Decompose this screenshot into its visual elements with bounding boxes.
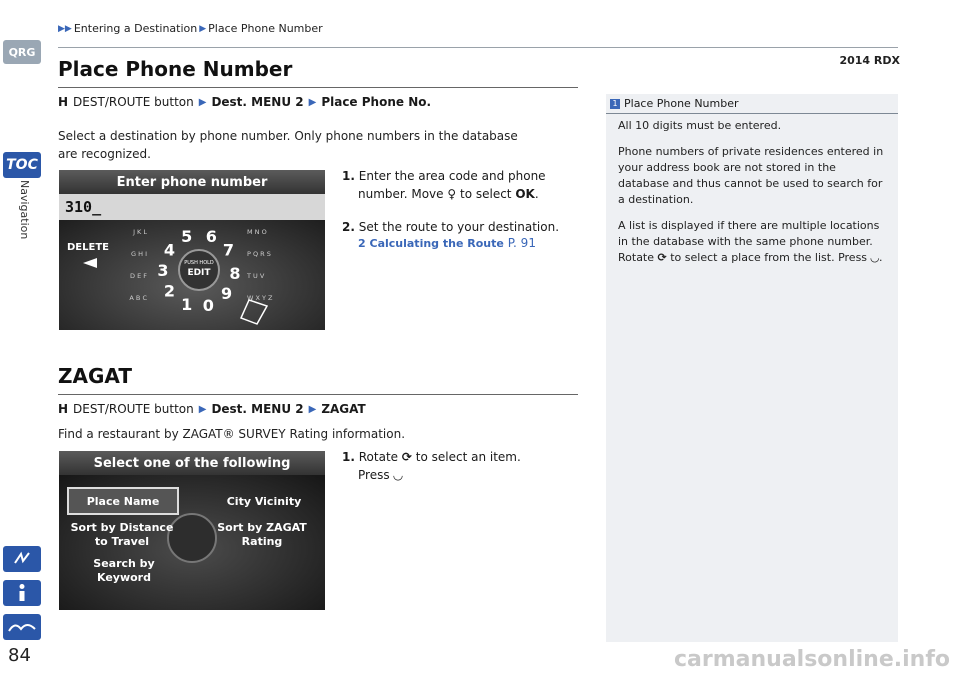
option-search-keyword[interactable]: Search by Keyword xyxy=(93,557,155,584)
step-text: Rotate xyxy=(358,450,399,464)
selection-cursor xyxy=(241,300,267,324)
panel-note-2: Phone numbers of private residences entered in your address book are not stored in the database and thus cannot be used to search for a destination. xyxy=(618,145,884,206)
home-button-icon: H xyxy=(58,402,69,416)
dial-digit-7[interactable]: 7 xyxy=(222,240,235,260)
intro-line: are recognized. xyxy=(58,147,151,161)
header-divider xyxy=(58,47,898,48)
phone-entry-field[interactable]: 310_ xyxy=(59,194,325,220)
dial-digit-3[interactable]: 3 xyxy=(157,261,169,280)
back-arrow-icon xyxy=(79,256,99,270)
step-number: 1. xyxy=(342,450,355,464)
path-step-2: ZAGAT xyxy=(321,402,366,416)
rotate-knob-icon: ⟳ xyxy=(401,450,412,464)
step-text: Press xyxy=(358,468,390,482)
section-title-place-phone: Place Phone Number xyxy=(58,57,293,81)
path-arrow-icon: ▶ xyxy=(198,403,207,415)
dial-letters: D E F xyxy=(130,272,147,280)
panel-note-text: to select a place from the list. Press xyxy=(670,251,868,264)
dial-center-top: PUSH HOLD xyxy=(184,260,214,266)
dial-digit-0[interactable]: 0 xyxy=(202,295,214,315)
rotate-knob-icon: ⟳ xyxy=(657,251,667,264)
path-step-1: Dest. MENU 2 xyxy=(211,402,304,416)
screen-title: Select one of the following xyxy=(59,451,325,475)
left-rail xyxy=(0,0,44,678)
option-sort-distance[interactable]: Sort by Distance to Travel xyxy=(70,521,174,548)
screen-title: Enter phone number xyxy=(59,170,325,194)
dial-letters: A B C xyxy=(129,294,147,302)
step-1-zagat xyxy=(342,448,521,484)
model-label: 2014 RDX xyxy=(839,54,900,67)
dial-letters: J K L xyxy=(133,228,147,236)
dial-letters: G H I xyxy=(131,250,147,258)
step-text: to select an item. xyxy=(415,450,521,464)
section-label: Navigation xyxy=(18,180,31,240)
home-icon xyxy=(7,619,37,635)
dial-digit-1[interactable]: 1 xyxy=(181,294,193,314)
press-knob-icon: ◡ xyxy=(870,251,879,264)
section-divider xyxy=(58,394,578,395)
press-knob-icon: ◡ xyxy=(393,468,403,482)
dial-digit-9[interactable]: 9 xyxy=(221,284,233,304)
panel-note-text: A list is displayed if there are multiple locations in the database with the same phone number. Rotate xyxy=(618,219,880,264)
dial-letters: T U V xyxy=(247,272,265,280)
toc-label: TOC xyxy=(6,157,38,173)
dial-center-label: EDIT xyxy=(187,268,211,278)
dial-digit-6[interactable]: 6 xyxy=(205,227,217,247)
menu-path xyxy=(58,402,366,416)
side-note-panel xyxy=(606,94,898,642)
step-number: 1. xyxy=(342,169,355,183)
step-1-phone: 1. Enter the area code and phone number. Move ♀ to select OK. xyxy=(342,169,546,201)
path-arrow-icon: ▶ xyxy=(308,403,317,415)
xref-link-calculating-route[interactable] xyxy=(358,236,536,250)
path-start: DEST/ROUTE button xyxy=(73,95,194,109)
ok-label: OK xyxy=(515,187,535,201)
step-2-phone xyxy=(342,218,559,236)
zagat-menu-screen xyxy=(59,451,325,610)
dial-digit-4[interactable]: 4 xyxy=(163,240,176,260)
menu-path xyxy=(58,95,431,109)
panel-note-1: All 10 digits must be entered. xyxy=(618,119,782,132)
info-button[interactable] xyxy=(3,580,41,606)
step-text: Enter the area code and phone xyxy=(358,169,546,183)
path-start: DEST/ROUTE button xyxy=(73,402,194,416)
dial-wheel[interactable] xyxy=(129,220,273,330)
home-button-icon: H xyxy=(58,95,69,109)
path-arrow-icon: ▶ xyxy=(198,96,207,108)
toc-tab[interactable] xyxy=(3,152,41,178)
breadcrumb-item-entering-destination[interactable]: Entering a Destination xyxy=(73,22,198,35)
zagat-intro: Find a restaurant by ZAGAT® SURVEY Rating information. xyxy=(58,427,406,441)
panel-title: Place Phone Number xyxy=(624,97,739,110)
qrg-label: QRG xyxy=(8,45,36,59)
intro-line: Select a destination by phone number. Only phone numbers in the database xyxy=(58,129,518,143)
watermark-text: carmanualsonline.info xyxy=(674,647,950,672)
breadcrumb xyxy=(58,22,323,35)
note-icon: 1 xyxy=(610,99,620,109)
voice-icon xyxy=(12,550,32,568)
phone-entry-screen xyxy=(59,170,325,330)
dial-letters: W X Y Z xyxy=(247,294,273,302)
step-text: Set the route to your destination. xyxy=(358,220,560,234)
xref-icon: 2 xyxy=(358,237,366,250)
section-divider xyxy=(58,87,578,88)
option-place-name[interactable]: Place Name xyxy=(67,487,179,515)
breadcrumb-item-place-phone-number: Place Phone Number xyxy=(208,22,323,35)
panel-header xyxy=(606,94,898,114)
voice-button[interactable] xyxy=(3,546,41,572)
info-icon xyxy=(14,583,30,603)
home-button[interactable] xyxy=(3,614,41,640)
intro-text xyxy=(58,127,518,163)
panel-note-text: . xyxy=(879,251,883,264)
option-sort-zagat[interactable]: Sort by ZAGAT Rating xyxy=(217,521,307,548)
dial-digit-8[interactable]: 8 xyxy=(229,264,241,284)
path-arrow-icon: ▶ xyxy=(308,96,317,108)
step-text: number. Move xyxy=(358,187,444,201)
path-step-1: Dest. MENU 2 xyxy=(211,95,304,109)
qrg-tab[interactable] xyxy=(3,40,41,64)
xref-text: Calculating the Route xyxy=(369,237,504,250)
panel-note-3 xyxy=(618,218,890,266)
xref-page: P. 91 xyxy=(507,236,536,250)
page-number: 84 xyxy=(8,645,31,666)
delete-button[interactable]: DELETE xyxy=(67,242,109,253)
path-step-2: Place Phone No. xyxy=(321,95,432,109)
joystick-icon: ♀ xyxy=(447,187,457,201)
option-city-vicinity[interactable]: City Vicinity xyxy=(226,494,302,508)
breadcrumb-arrow-icon: ▶ xyxy=(199,23,207,34)
breadcrumb-arrow-icon: ▶▶ xyxy=(58,23,72,34)
step-number: 2. xyxy=(342,220,355,234)
dial-letters: P Q R S xyxy=(247,250,271,258)
dial-digit-2[interactable]: 2 xyxy=(163,281,176,301)
section-title-zagat: ZAGAT xyxy=(58,364,132,388)
dial-letters: M N O xyxy=(247,228,267,236)
dial-digit-5[interactable]: 5 xyxy=(181,227,193,247)
step-text: to select xyxy=(460,187,512,201)
